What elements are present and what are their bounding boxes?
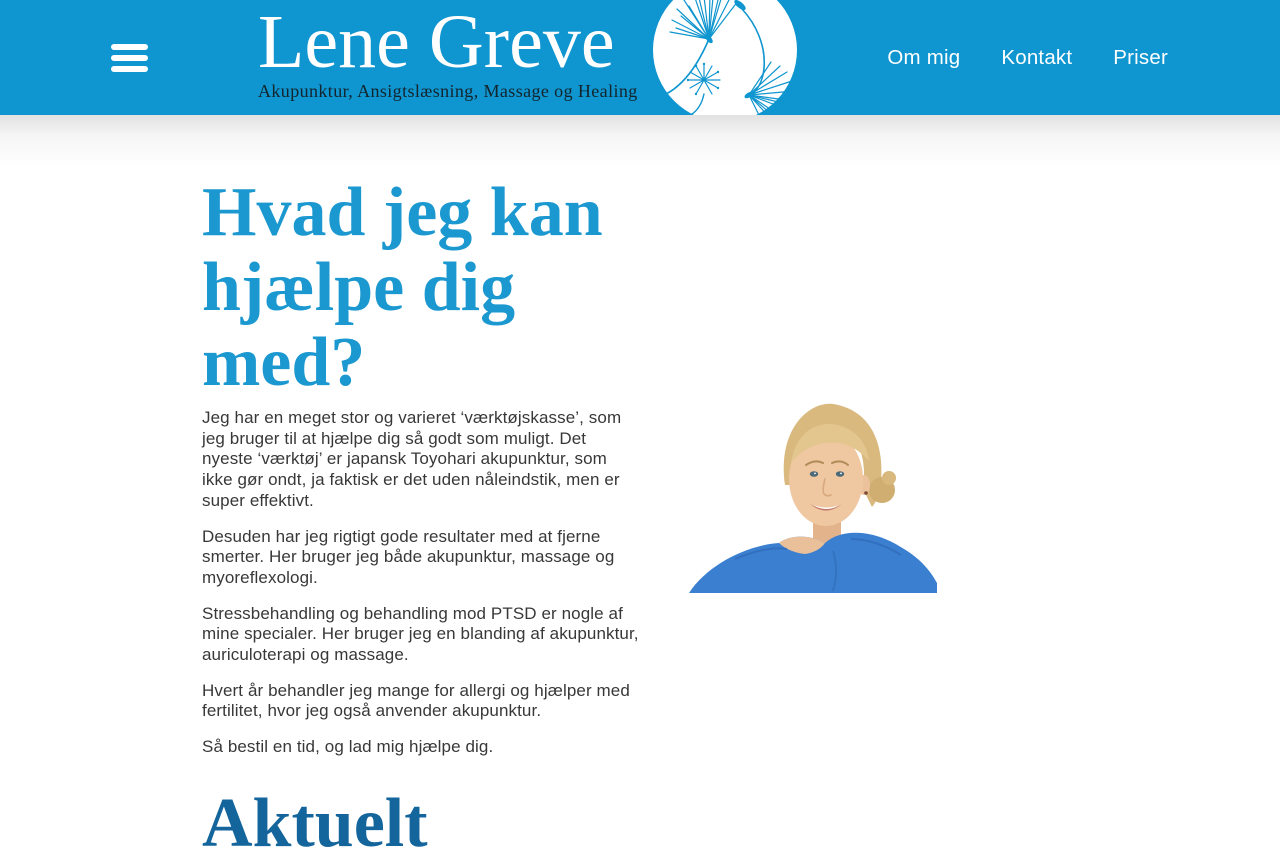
page-title-line: Hvad jeg kan [202,174,603,251]
body-paragraph: Stressbehandling og behandling mod PTSD er nogle af mine specialer. Her bruger jeg en blanding af akupunktur, auriculoterapi og massage. [202,603,639,665]
hamburger-menu-button[interactable] [111,43,148,72]
portrait-photo [675,393,937,593]
section-title-aktuelt: Aktuelt [202,784,428,862]
body-paragraph: Hvert år behandler jeg mange for allergi og hjælper med fertilitet, hvor jeg også anvender akupunktur. [202,680,630,721]
dandelion-logo-icon [652,0,798,115]
hamburger-icon [111,66,148,72]
text-column [202,115,639,861]
page-title-line: hjælpe dig [202,249,516,326]
page-content [0,115,1280,862]
page-title [202,175,639,400]
hamburger-icon [111,55,148,61]
site-logo[interactable] [258,0,638,101]
hamburger-icon [111,44,148,50]
nav-link-om-mig[interactable]: Om mig [887,46,961,69]
logo-title: Lene Greve [258,0,615,84]
body-paragraph: Så bestil en tid, og lad mig hjælpe dig. [202,737,494,757]
nav-link-priser[interactable]: Priser [1113,46,1168,69]
logo-tagline: Akupunktur, Ansigtslæsning, Massage og Healing [258,81,638,101]
site-header [0,0,1280,115]
page-title-line: med? [202,324,366,401]
body-paragraph: Desuden har jeg rigtigt gode resultater med at fjerne smerter. Her bruger jeg både akupunktur, massage og myoreflexologi. [202,526,615,587]
body-paragraph: Jeg har en meget stor og varieret ‘værktøjskasse’, som jeg bruger til at hjælpe dig så godt som muligt. Det nyeste ‘værktøj’ er japansk Toyohari akupunktur, som ikke gør ondt, ja faktisk er det uden nåleindstik, men er super effektivt. [202,408,622,510]
main-nav [887,45,1168,71]
nav-link-kontakt[interactable]: Kontakt [1001,46,1073,69]
